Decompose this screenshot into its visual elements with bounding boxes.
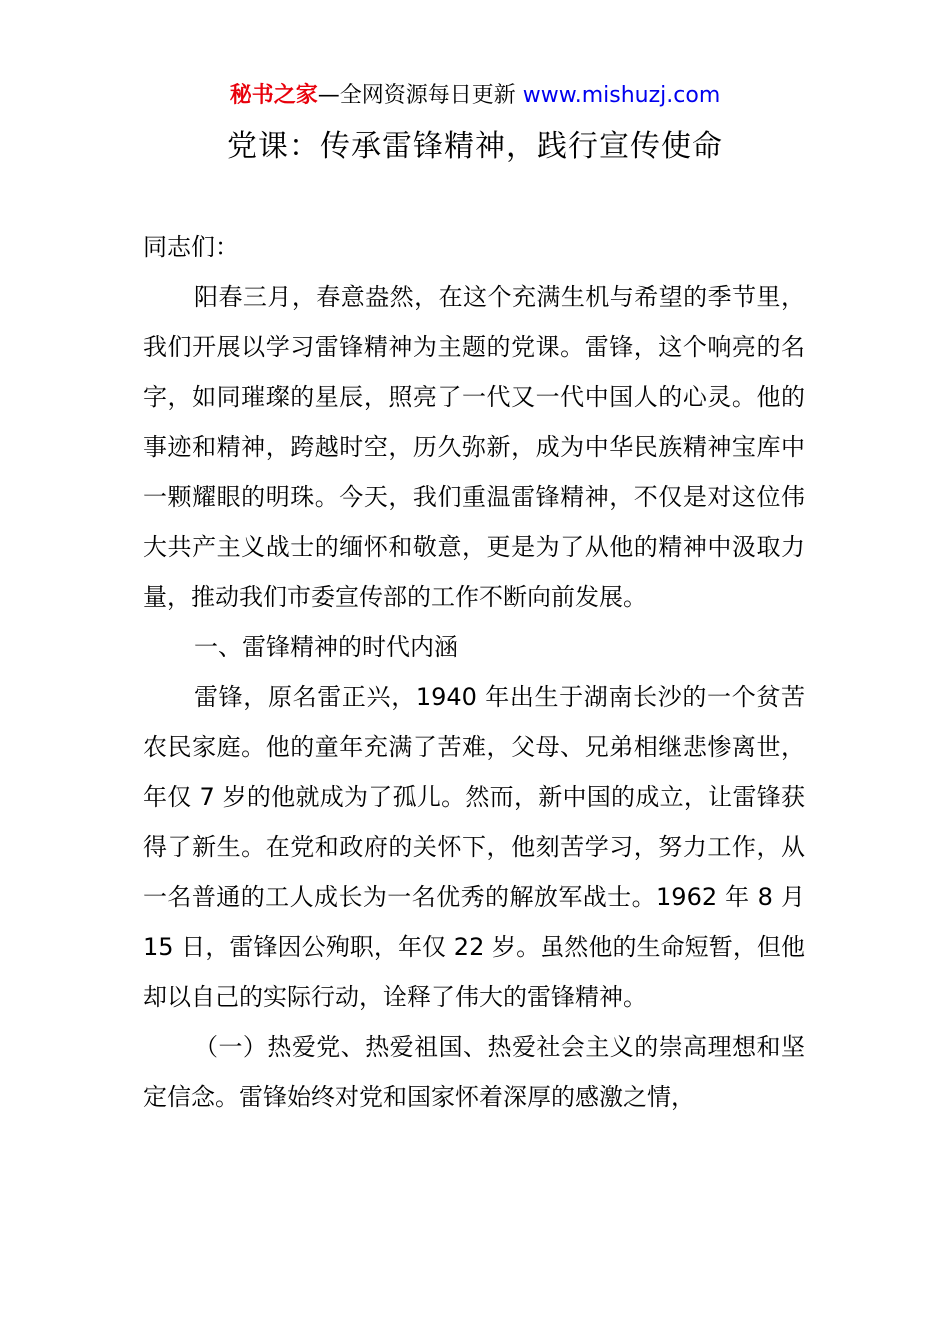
salutation: 同志们： [143, 233, 239, 261]
site-header [0, 80, 950, 112]
document-body [143, 222, 805, 1122]
section-heading: 一、雷锋精神的时代内涵 [194, 633, 458, 661]
paragraph-biography: 雷锋，原名雷正兴，1940 年出生于湖南长沙的一个贫苦农民家庭。他的童年充满了苦难，父母、兄弟相继悲惨离世，年仅 7 岁的他就成为了孤儿。然而，新中国的成立，让雷锋获得了新生。在党和政府的关怀下，他刻苦学习，努力工作，从一名普通的工人成长为一名优秀的解放军战士。1962 年 8 月 15 日，雷锋因公殉职，年仅 22 岁。虽然他的生命短暂，但他却以自己的实际行动，诠释了伟大的雷锋精神。 [143, 683, 805, 1011]
paragraph-intro: 阳春三月，春意盎然，在这个充满生机与希望的季节里，我们开展以学习雷锋精神为主题的党课。雷锋，这个响亮的名字，如同璀璨的星辰，照亮了一代又一代中国人的心灵。他的事迹和精神，跨越时空，历久弥新，成为中华民族精神宝库中一颗耀眼的明珠。今天，我们重温雷锋精神，不仅是对这位伟大共产主义战士的缅怀和敬意，更是为了从他的精神中汲取力量，推动我们市委宣传部的工作不断向前发展。 [143, 283, 805, 611]
site-tagline: —全网资源每日更新 [317, 83, 516, 108]
site-brand: 秘书之家 [229, 83, 318, 108]
paragraph-subsection-1: （一）热爱党、热爱祖国、热爱社会主义的崇高理想和坚定信念。雷锋始终对党和国家怀着深厚的感激之情， [143, 1033, 805, 1111]
site-url[interactable]: www.mishuzj.com [522, 83, 721, 108]
document-title: 党课：传承雷锋精神，践行宣传使命 [227, 129, 723, 164]
